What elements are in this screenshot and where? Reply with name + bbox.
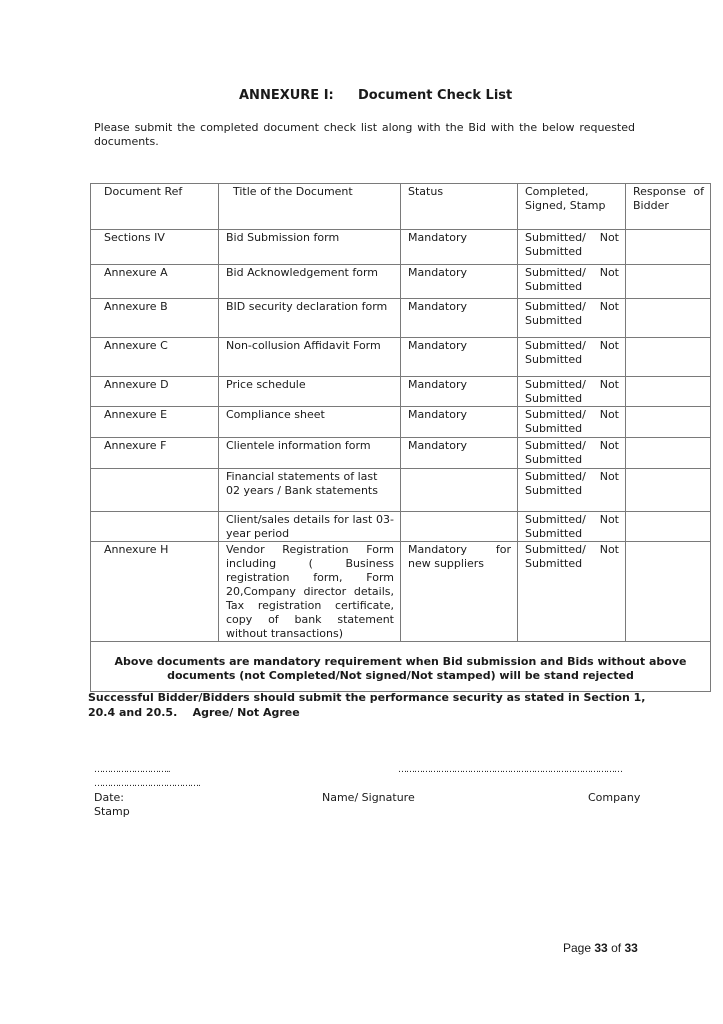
- table-row: [91, 512, 711, 542]
- row-response[interactable]: [626, 230, 711, 265]
- row-completed: Submitted/ Not Submitted: [518, 377, 626, 407]
- row-completed: Submitted/ Not Submitted: [518, 469, 626, 512]
- header-response: Response of Bidder: [626, 184, 711, 230]
- row-title: Vendor Registration Form including ( Business registration form, Form 20,Company director details, Tax registration certificate, copy of bank statement without transactions): [219, 542, 401, 642]
- row-completed: Submitted/ Not Submitted: [518, 299, 626, 338]
- header-completed: Completed, Signed, Stamp: [518, 184, 626, 230]
- table-row: [91, 299, 711, 338]
- row-title: Clientele information form: [219, 438, 401, 469]
- date-label: Date:: [94, 791, 124, 804]
- row-status: Mandatory: [401, 407, 518, 438]
- intro-paragraph: Please submit the completed document check list along with the Bid with the below requested documents.: [94, 121, 635, 148]
- row-title: Client/sales details for last 03-year period: [219, 512, 401, 542]
- table-row: [91, 338, 711, 377]
- row-response[interactable]: [626, 438, 711, 469]
- name-signature-line: …………………………………………………………………………: [398, 765, 622, 775]
- row-status: Mandatory for new suppliers: [401, 542, 518, 642]
- row-status: Mandatory: [401, 265, 518, 299]
- row-title: Bid Submission form: [219, 230, 401, 265]
- annexure-label: ANNEXURE I:: [239, 88, 334, 103]
- row-ref: Annexure H: [91, 542, 219, 642]
- row-response[interactable]: [626, 299, 711, 338]
- row-response[interactable]: [626, 542, 711, 642]
- row-status: Mandatory: [401, 299, 518, 338]
- table-row: [91, 230, 711, 265]
- header-document-ref: Document Ref: [91, 184, 219, 230]
- row-completed: Submitted/ Not Submitted: [518, 542, 626, 642]
- page-current: 33: [594, 941, 608, 955]
- date-signature-line: ………………………..: [94, 765, 170, 775]
- row-completed: Submitted/ Not Submitted: [518, 438, 626, 469]
- row-response[interactable]: [626, 469, 711, 512]
- row-response[interactable]: [626, 377, 711, 407]
- row-title: Price schedule: [219, 377, 401, 407]
- table-row: [91, 407, 711, 438]
- row-ref: Annexure D: [91, 377, 219, 407]
- row-ref: Annexure A: [91, 265, 219, 299]
- row-title: Financial statements of last 02 years / Bank statements: [219, 469, 401, 512]
- row-ref: Sections IV: [91, 230, 219, 265]
- name-signature-label: Name/ Signature: [322, 791, 415, 804]
- row-completed: Submitted/ Not Submitted: [518, 512, 626, 542]
- table-row: [91, 542, 711, 642]
- performance-security-note: Successful Bidder/Bidders should submit the performance security as stated in Section 1, 20.4 and 20.5. Agree/ Not Agree: [88, 691, 650, 719]
- header-title: Title of the Document: [219, 184, 401, 230]
- row-title: Bid Acknowledgement form: [219, 265, 401, 299]
- row-status: [401, 512, 518, 542]
- company-label: Company: [588, 791, 641, 804]
- notice-row: [91, 642, 711, 692]
- row-ref: Annexure F: [91, 438, 219, 469]
- row-completed: Submitted/ Not Submitted: [518, 407, 626, 438]
- document-checklist-table: [90, 183, 711, 692]
- row-completed: Submitted/ Not Submitted: [518, 265, 626, 299]
- row-status: Mandatory: [401, 438, 518, 469]
- row-title: BID security declaration form: [219, 299, 401, 338]
- row-ref: [91, 512, 219, 542]
- stamp-label: Stamp: [94, 805, 130, 818]
- table-row: [91, 265, 711, 299]
- row-status: Mandatory: [401, 338, 518, 377]
- header-status: Status: [401, 184, 518, 230]
- row-status: [401, 469, 518, 512]
- row-ref: Annexure B: [91, 299, 219, 338]
- table-header-row: [91, 184, 711, 230]
- row-ref: Annexure E: [91, 407, 219, 438]
- page-of: of: [611, 941, 622, 955]
- row-response[interactable]: [626, 338, 711, 377]
- table-row: [91, 469, 711, 512]
- row-ref: Annexure C: [91, 338, 219, 377]
- page-prefix: Page: [563, 941, 592, 955]
- row-title: Compliance sheet: [219, 407, 401, 438]
- table-row: [91, 438, 711, 469]
- row-ref: [91, 469, 219, 512]
- stamp-signature-line: ………………………………….: [94, 779, 200, 789]
- row-status: Mandatory: [401, 230, 518, 265]
- table-row: [91, 377, 711, 407]
- row-response[interactable]: [626, 265, 711, 299]
- row-title: Non-collusion Affidavit Form: [219, 338, 401, 377]
- row-completed: Submitted/ Not Submitted: [518, 338, 626, 377]
- page-title: Document Check List: [358, 88, 513, 103]
- row-status: Mandatory: [401, 377, 518, 407]
- row-completed: Submitted/ Not Submitted: [518, 230, 626, 265]
- row-response[interactable]: [626, 512, 711, 542]
- page-total: 33: [624, 941, 638, 955]
- mandatory-notice: Above documents are mandatory requirement when Bid submission and Bids without above documents (not Completed/Not signed/Not stamped) will be stand rejected: [91, 642, 711, 692]
- page-number: [563, 941, 638, 955]
- row-response[interactable]: [626, 407, 711, 438]
